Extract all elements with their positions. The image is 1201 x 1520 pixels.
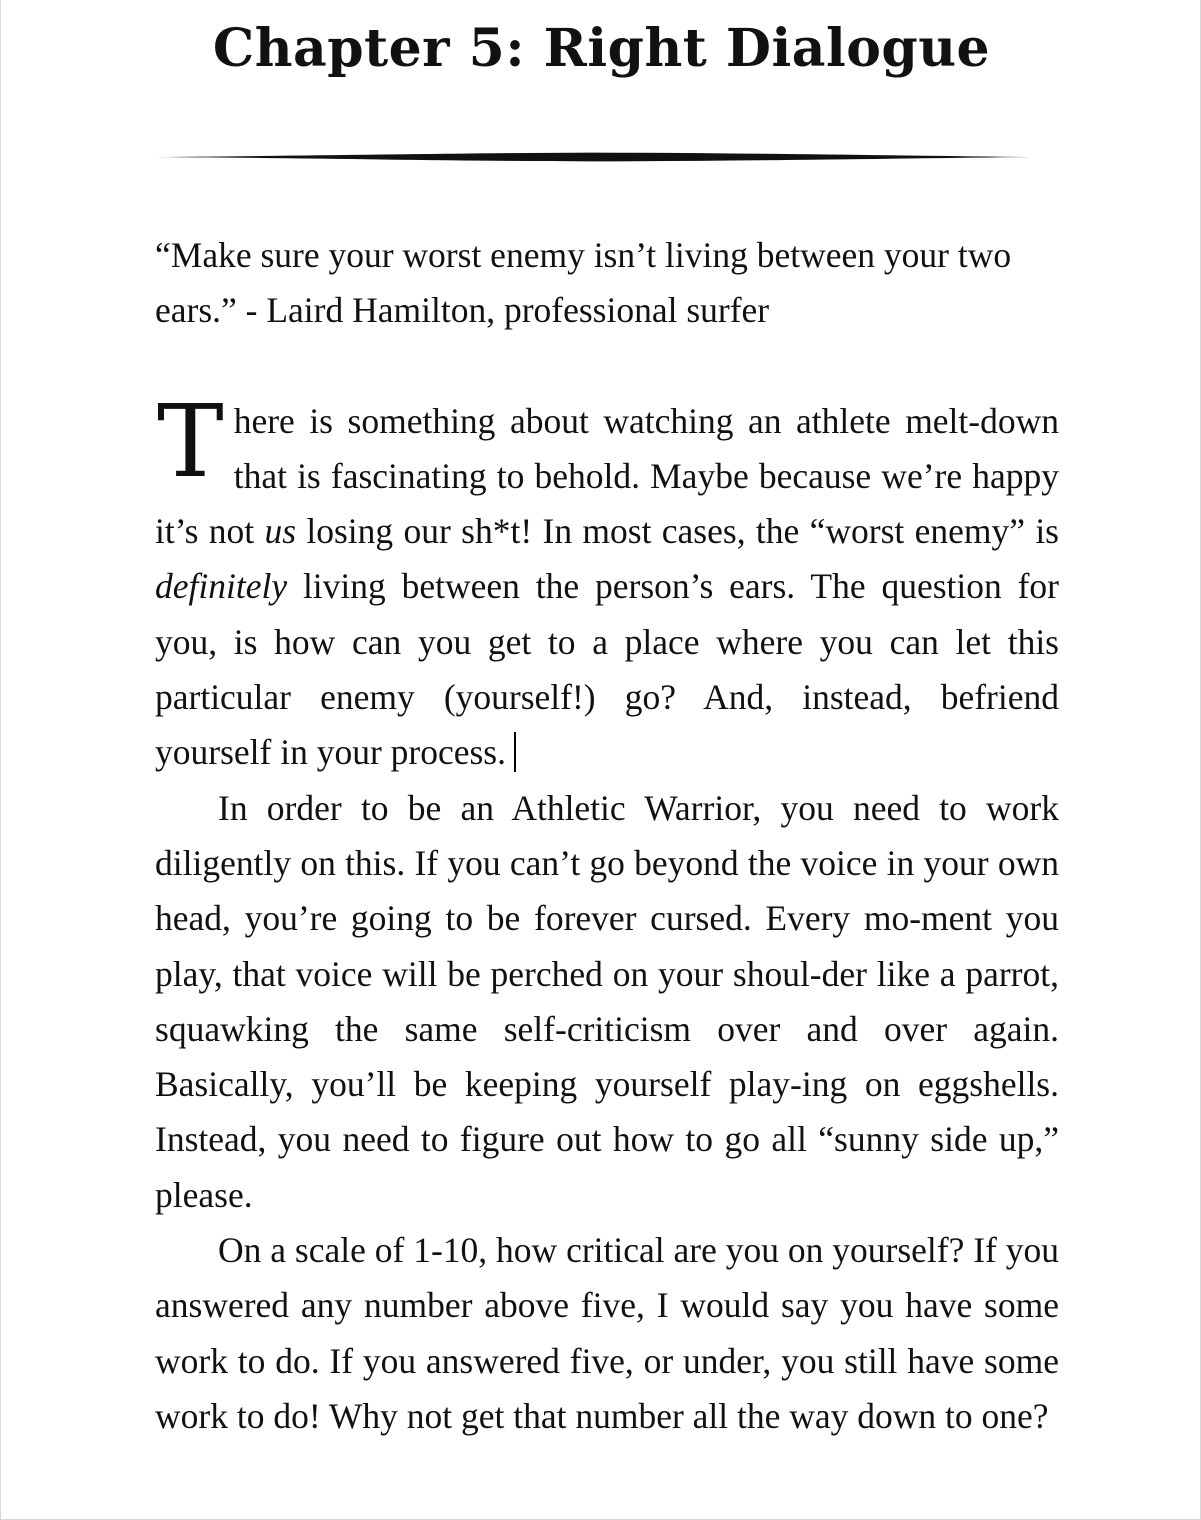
paragraph-2[interactable]: In order to be an Athletic Warrior, you need to work diligently on this. If you can’t go beyond the voice in your own head, you’re going to be forever cursed. Every mo-ment you play, that voice will be perched on your shoul-der like a parrot, squawking the same self-criticism over and over again. Basically, you’ll be keeping yourself play-ing on eggshells. Instead, you need to figure out how to go all “sunny side up,” please. bbox=[155, 787, 1059, 1215]
paragraph-1-text-a: here is something about watching an athlete melt-down that is fascinating to behold. Maybe because we’re happy it’s not bbox=[155, 400, 1059, 552]
epigraph-quote[interactable]: “Make sure your worst enemy isn’t living between your two ears.” - Laird Hamilton, professional surfer bbox=[155, 235, 1012, 331]
text-cursor bbox=[514, 732, 516, 772]
paragraph-1[interactable] bbox=[155, 382, 1059, 781]
title-divider bbox=[156, 150, 1031, 164]
text-body bbox=[155, 228, 1059, 1444]
paragraph-1-text-c: living between the person’s ears. The question for you, is how can you get to a place where you can let this particular enemy (yourself!) go? And, instead, befriend yourself in your process. bbox=[155, 566, 1059, 773]
emphasis-definitely: definitely bbox=[155, 566, 288, 607]
paragraph-1-text-b: losing our sh*t! In most cases, the “worst enemy” is bbox=[296, 511, 1059, 552]
drop-cap-letter: T bbox=[157, 382, 224, 500]
emphasis-us: us bbox=[264, 511, 297, 552]
paragraph-3[interactable]: On a scale of 1-10, how critical are you on yourself? If you answered any number above five, I would say you have some work to do. If you answered five, or under, you still have some work to do! Why not get that number all the way down to one? bbox=[155, 1230, 1059, 1436]
chapter-title: Chapter 5: Right Dialogue bbox=[212, 18, 991, 79]
